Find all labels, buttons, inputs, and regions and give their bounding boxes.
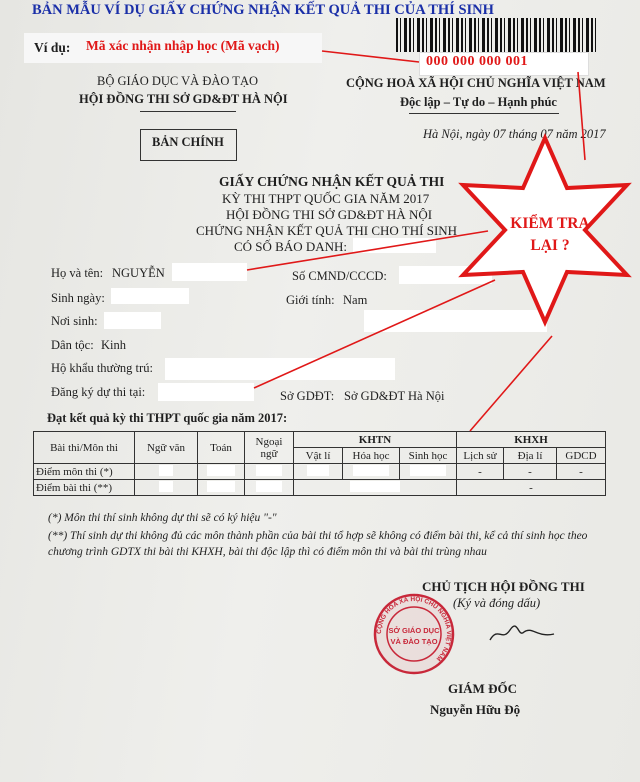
group-khxh: KHXH: [457, 432, 606, 448]
certify-line: CHỨNG NHẬN KẾT QUẢ THI CHO THÍ SINH: [196, 223, 458, 238]
line-name-to-star: [247, 231, 488, 270]
example-value: Mã xác nhận nhập học (Mã vạch): [86, 38, 280, 53]
dept-label: Sở GDĐT:: [280, 389, 335, 403]
dob-label: Sinh ngày:: [51, 291, 105, 305]
col-math: Toán: [198, 432, 245, 464]
ethnic-value: Kinh: [101, 338, 126, 352]
certificate-title: GIẤY CHỨNG NHẬN KẾT QUẢ THI: [219, 174, 445, 189]
example-label: Ví dụ:: [34, 40, 71, 55]
table-corner: Bài thi/Môn thi: [34, 432, 135, 464]
original-badge-label: BẢN CHÍNH: [152, 135, 224, 149]
line-table-to-star: [470, 336, 552, 431]
row-subject-score: Điểm môn thi (*): [34, 464, 135, 480]
signature-role: GIÁM ĐỐC: [448, 681, 517, 696]
banner-title: BẢN MẪU VÍ DỤ GIẤY CHỨNG NHẬN KẾT QUẢ THI CỦA THÍ SINH: [32, 2, 494, 18]
council-name: HỘI ĐỒNG THI SỞ GD&ĐT HÀ NỘI: [79, 92, 288, 106]
register-label: Đăng ký dự thi tại:: [51, 385, 146, 399]
seal-center-line1: SỞ GIÁO DỤC: [388, 626, 440, 635]
signature-name: Nguyễn Hữu Độ: [430, 702, 521, 717]
name-label: Họ và tên:: [51, 266, 104, 280]
row-exam-score: Điểm bài thi (**): [34, 480, 135, 496]
col-foreign-line2: ngữ: [260, 447, 278, 460]
cell-dash: -: [457, 480, 606, 496]
col-physics: Vật lí: [294, 448, 343, 464]
dept-value: Sở GD&ĐT Hà Nội: [344, 389, 445, 403]
result-heading: Đạt kết quả kỳ thi THPT quốc gia năm 2017:: [47, 411, 288, 425]
signature-title: CHỦ TỊCH HỘI ĐỒNG THI: [422, 579, 585, 594]
birthplace-label: Nơi sinh:: [51, 314, 98, 328]
candidate-number-label: CÓ SỐ BÁO DANH:: [234, 239, 348, 254]
council-line: HỘI ĐỒNG THI SỞ GD&ĐT HÀ NỘI: [226, 207, 433, 222]
ministry-name: BỘ GIÁO DỤC VÀ ĐÀO TẠO: [97, 74, 258, 88]
motto: Độc lập – Tự do – Hạnh phúc: [400, 95, 557, 109]
callout-line1: KIỂM TRA: [510, 215, 590, 232]
ethnic-label: Dân tộc:: [51, 338, 94, 352]
col-literature: Ngữ văn: [135, 432, 198, 464]
col-foreign-line1: Ngoại: [255, 435, 283, 448]
cell-dash: -: [557, 464, 606, 480]
col-history: Lịch sử: [457, 448, 504, 464]
signature-subtitle: (Ký và đóng dấu): [453, 596, 541, 610]
col-chemistry: Hóa học: [343, 448, 400, 464]
col-biology: Sinh học: [400, 448, 457, 464]
check-again-star-callout: [455, 130, 635, 330]
seal-center-line2: VÀ ĐÀO TẠO: [390, 637, 438, 646]
note-1: (*) Môn thi thí sinh không dự thi sẽ có ký hiệu "-": [48, 512, 277, 524]
republic-name: CỘNG HOÀ XÃ HỘI CHỦ NGHĨA VIỆT NAM: [346, 76, 606, 90]
callout-line2: LẠI ?: [530, 237, 570, 254]
residence-label: Hộ khẩu thường trú:: [51, 361, 153, 375]
gender-value: Nam: [343, 293, 368, 307]
group-khtn: KHTN: [294, 432, 457, 448]
note-2: (**) Thí sinh dự thi không đủ các môn thành phần của bài thi tổ hợp sẽ không có điểm bài thi, kể cả thí sinh học theo chương trình GDTX thi bài thi KHXH, bài thi độc lập thì có điểm môn thi và bài thi trùng nhau: [48, 530, 588, 558]
issue-date: Hà Nội, ngày 07 tháng 07 năm 2017: [423, 127, 606, 141]
cell-dash: -: [457, 464, 504, 480]
col-civics: GDCD: [557, 448, 606, 464]
exam-name: KỲ THI THPT QUỐC GIA NĂM 2017: [222, 191, 430, 206]
id-label: Số CMND/CCCD:: [292, 269, 387, 283]
barcode-number: 000 000 000 001: [426, 54, 528, 69]
cell-dash: -: [504, 464, 557, 480]
gender-label: Giới tính:: [286, 293, 335, 307]
col-geography: Địa lí: [504, 448, 557, 464]
line-example-to-code: [322, 51, 419, 62]
seal-ring-text: CỘNG HÒA XÃ HỘI CHỦ NGHĨA VIỆT NAM: [375, 595, 453, 663]
name-value: NGUYỄN: [112, 266, 165, 280]
